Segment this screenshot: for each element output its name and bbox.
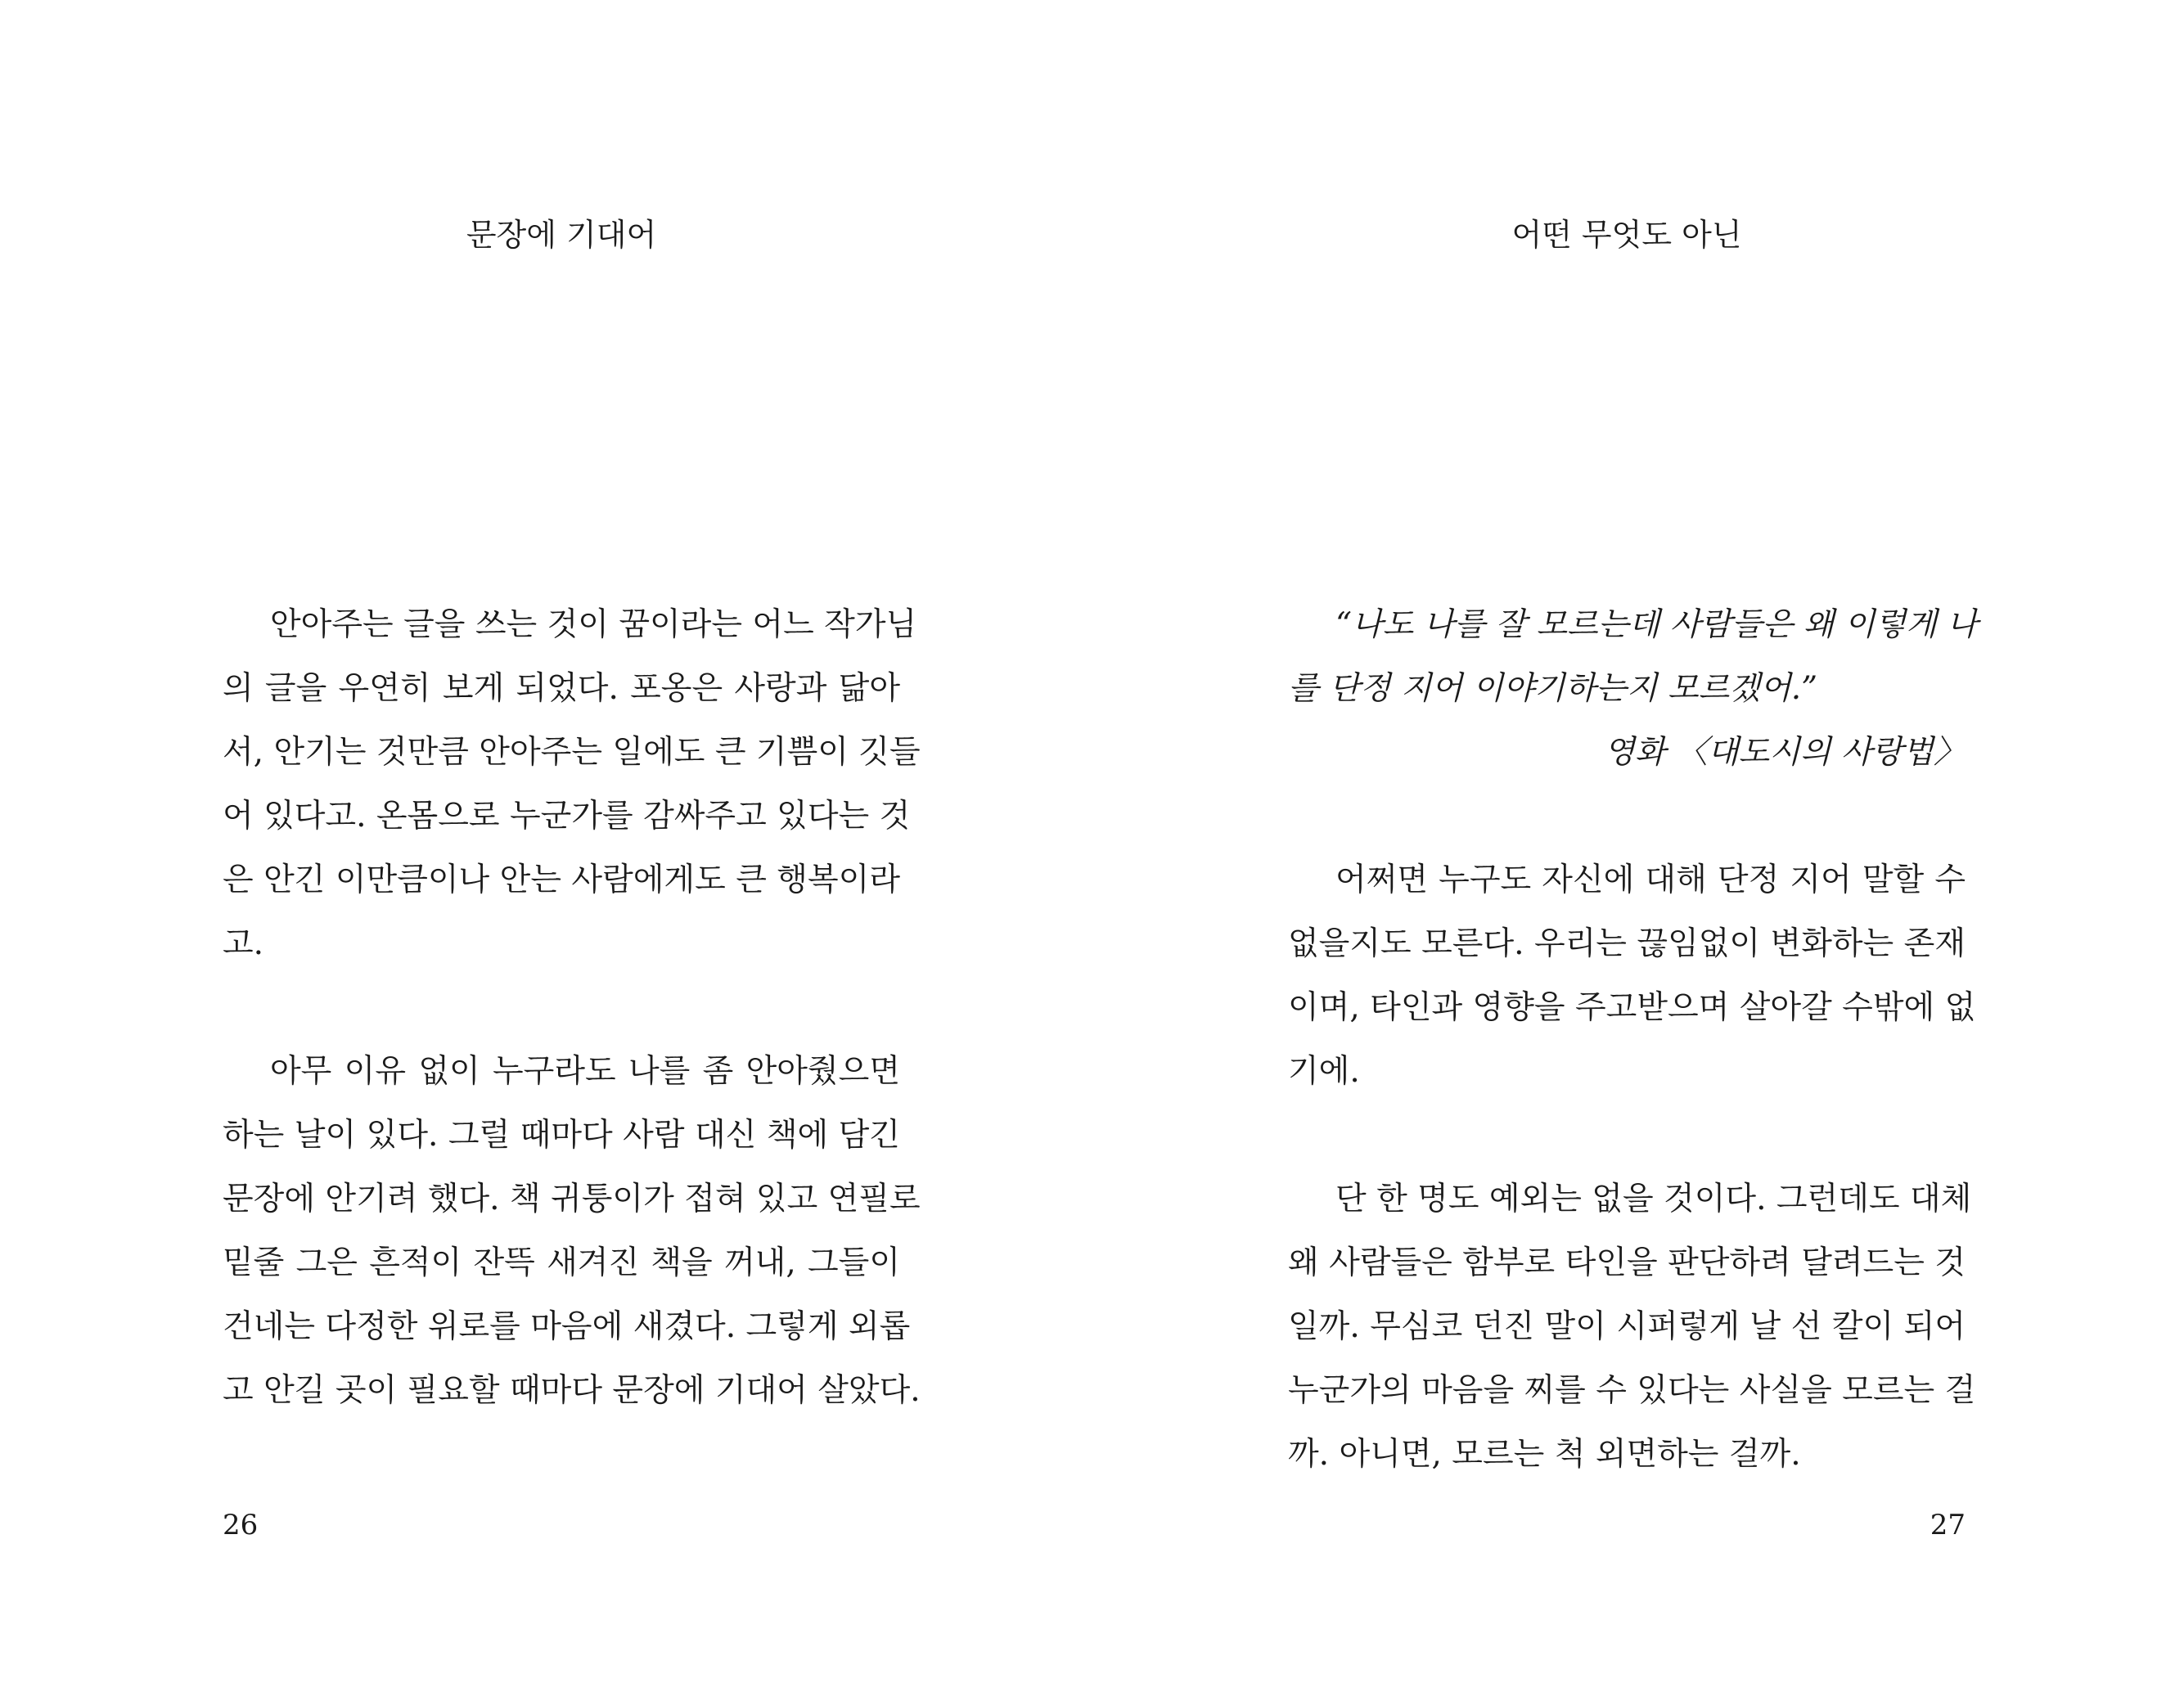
body-text — [223, 593, 921, 1423]
running-head: 문장에 기대어 — [466, 217, 657, 253]
text-line: 은 안긴 이만큼이나 안는 사람에게도 큰 행복이라 — [223, 862, 900, 898]
text-line: 누군가의 마음을 찌를 수 있다는 사실을 모르는 걸 — [1288, 1372, 1976, 1409]
text-line: 밑줄 그은 흔적이 잔뜩 새겨진 책을 꺼내, 그들이 — [223, 1244, 900, 1281]
text-line: 이며, 타인과 영향을 주고받으며 살아갈 수밖에 없 — [1288, 989, 1976, 1026]
paragraph-gap — [1288, 1104, 1966, 1168]
quote-line: “나도 나를 잘 모르는데 사람들은 왜 이렇게 나 — [1335, 606, 1978, 643]
text-line: 어 있다고. 온몸으로 누군가를 감싸주고 있다는 것 — [223, 798, 911, 835]
page-number: 27 — [1930, 1509, 1966, 1541]
text-line: 없을지도 모른다. 우리는 끊임없이 변화하는 존재 — [1288, 925, 1966, 962]
quote-line: 를 단정 지어 이야기하는지 모르겠어.” — [1288, 670, 1818, 707]
text-line: 건네는 다정한 위로를 마음에 새겼다. 그렇게 외롭 — [223, 1308, 911, 1345]
text-line: 단 한 명도 예외는 없을 것이다. 그런데도 대체 — [1335, 1181, 1972, 1217]
paragraph — [1288, 848, 1976, 1104]
text-line: 고. — [223, 925, 264, 962]
text-line: 아무 이유 없이 누구라도 나를 좀 안아줬으면 — [270, 1053, 900, 1090]
paragraph — [223, 593, 921, 976]
quote-source: 영화 〈대도시의 사랑법〉 — [1604, 734, 1966, 771]
text-line: 의 글을 우연히 보게 되었다. 포옹은 사랑과 닮아 — [223, 670, 900, 707]
body-text — [1288, 593, 1978, 1487]
paragraph-gap — [1288, 785, 1966, 848]
text-line: 일까. 무심코 던진 말이 시퍼렇게 날 선 칼이 되어 — [1288, 1308, 1966, 1345]
epigraph-quote — [1288, 593, 1978, 785]
page-number: 26 — [223, 1509, 259, 1541]
text-line: 하는 날이 있다. 그럴 때마다 사람 대신 책에 담긴 — [223, 1117, 900, 1154]
text-line: 문장에 안기려 했다. 책 귀퉁이가 접혀 있고 연필로 — [223, 1181, 921, 1217]
paragraph — [1288, 1168, 1976, 1487]
text-line: 안아주는 글을 쓰는 것이 꿈이라는 어느 작가님 — [270, 606, 917, 643]
text-line: 왜 사람들은 함부로 타인을 판단하려 달려드는 것 — [1288, 1244, 1966, 1281]
running-head: 어떤 무엇도 아닌 — [1511, 217, 1742, 253]
text-line: 고 안길 곳이 필요할 때마다 문장에 기대어 살았다. — [223, 1372, 921, 1409]
text-line: 까. 아니면, 모르는 척 외면하는 걸까. — [1288, 1436, 1801, 1473]
paragraph — [223, 1040, 921, 1423]
right-page — [1092, 0, 2184, 1701]
text-line: 어쩌면 누구도 자신에 대해 단정 지어 말할 수 — [1335, 862, 1966, 898]
paragraph-gap — [223, 976, 900, 1040]
text-line: 기에. — [1288, 1053, 1360, 1090]
text-line: 서, 안기는 것만큼 안아주는 일에도 큰 기쁨이 깃들 — [223, 734, 921, 771]
